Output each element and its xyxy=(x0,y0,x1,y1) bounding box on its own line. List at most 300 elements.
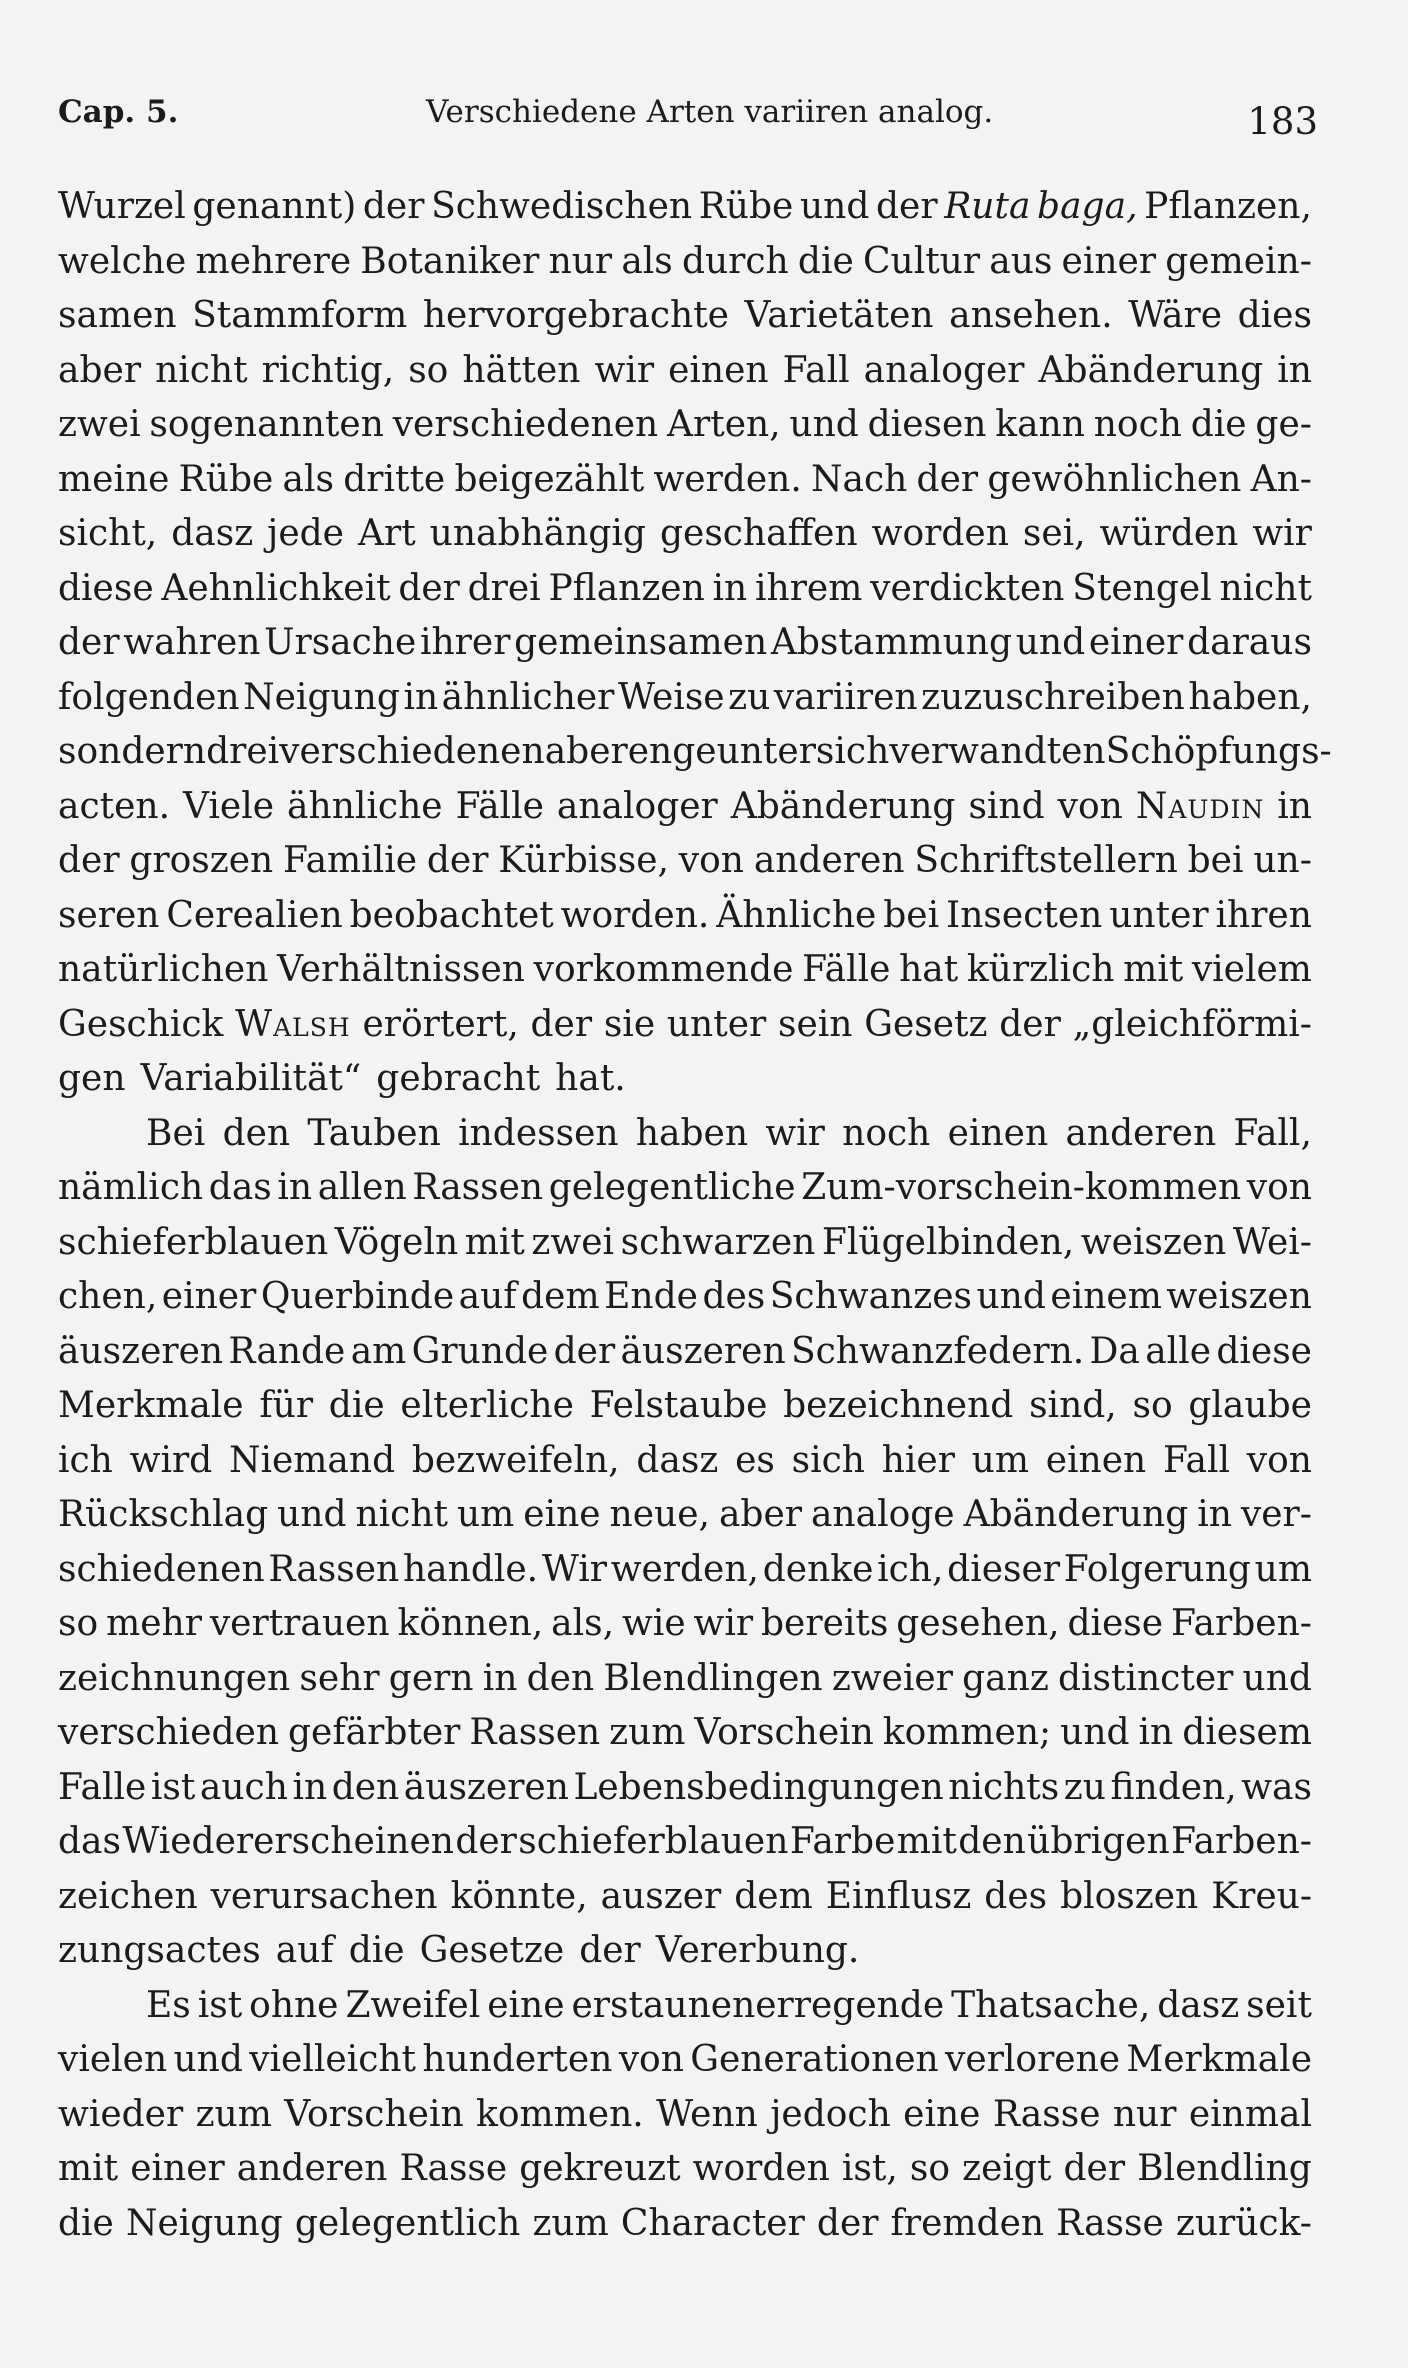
word-part: daraus xyxy=(1187,622,1312,663)
word xyxy=(999,998,1061,1053)
word-part: nicht xyxy=(155,349,248,391)
word-part: sich xyxy=(815,731,890,772)
word-part: noch xyxy=(1093,404,1182,445)
text-line xyxy=(58,1706,1312,1761)
chapter-label: Cap. 5. xyxy=(58,94,179,130)
word xyxy=(958,1815,1026,1870)
text-line xyxy=(58,725,1332,780)
word-part: verlorene xyxy=(945,2039,1121,2080)
word xyxy=(400,2142,508,2197)
word-part: ohne xyxy=(249,1984,339,2026)
word xyxy=(362,998,518,1053)
word xyxy=(826,1870,972,1925)
word-part: hat. xyxy=(555,1058,626,1099)
word xyxy=(713,562,748,617)
word xyxy=(622,1597,686,1652)
word xyxy=(621,1216,816,1271)
word-part: hier xyxy=(881,1439,955,1481)
word xyxy=(1050,1270,1161,1325)
word-part: der xyxy=(916,458,979,500)
word-part: ist, xyxy=(841,2148,898,2189)
word xyxy=(774,671,918,726)
word xyxy=(420,616,510,671)
word xyxy=(1238,289,1312,344)
word-part: wie xyxy=(621,1603,686,1644)
word-part: worden xyxy=(871,513,1009,554)
word-part: gelegentlich xyxy=(294,2202,521,2244)
word-part: unter xyxy=(1109,894,1209,936)
word xyxy=(551,1597,614,1652)
word-part: gemein- xyxy=(1165,240,1312,282)
word-part: verschiedenen xyxy=(392,404,659,445)
word xyxy=(604,1270,698,1325)
word-part: Fall xyxy=(782,349,850,391)
word-part: aus xyxy=(989,240,1053,282)
word-part: gefärbter xyxy=(288,1712,461,1753)
word xyxy=(237,2142,388,2197)
word-part: Neigung xyxy=(243,676,400,718)
italic-term: Ruta xyxy=(944,186,1031,227)
word xyxy=(690,2033,939,2088)
word xyxy=(603,1652,822,1707)
word xyxy=(619,2033,684,2088)
word-part: nicht xyxy=(1219,567,1312,609)
word xyxy=(58,1706,279,1761)
word xyxy=(621,2197,805,2252)
word xyxy=(162,1270,257,1325)
word-part: Weise xyxy=(617,676,725,718)
text-line xyxy=(58,1597,1312,1652)
word-part: Rassen xyxy=(268,1548,400,1590)
word xyxy=(968,780,1044,835)
word-part: zwei xyxy=(58,404,141,445)
word-part: des xyxy=(702,1276,766,1317)
word xyxy=(183,780,274,835)
word xyxy=(58,1052,126,1107)
word-part: von xyxy=(618,2039,684,2080)
word-part: gesehen, xyxy=(896,1603,1060,1644)
word xyxy=(279,725,545,780)
word xyxy=(58,1216,328,1271)
word-part: als xyxy=(621,240,673,282)
word-part: einer xyxy=(1088,622,1184,663)
word-part: schiedenen xyxy=(58,1548,265,1590)
word xyxy=(130,2142,225,2197)
running-head xyxy=(58,88,1318,144)
word-part: Falle xyxy=(58,1766,147,1808)
word xyxy=(58,289,177,344)
word-part: Botaniker xyxy=(360,240,540,282)
word xyxy=(604,998,655,1053)
word xyxy=(393,398,659,453)
word-part: Einflusz xyxy=(825,1875,972,1917)
word xyxy=(192,180,356,235)
word-part: aber xyxy=(58,349,142,391)
text-line xyxy=(58,1161,1312,1216)
word xyxy=(1090,1325,1140,1380)
word xyxy=(1094,398,1182,453)
word-part: verursachen xyxy=(210,1875,438,1917)
word xyxy=(412,1434,620,1489)
word xyxy=(945,2033,1120,2088)
word-part: Merkmale xyxy=(1126,2039,1312,2080)
word-part: analoger xyxy=(556,785,718,827)
word-part: worden. xyxy=(560,894,710,936)
word xyxy=(277,1161,312,1216)
word xyxy=(891,2197,1045,2252)
word xyxy=(1126,2033,1312,2088)
word-part: können, xyxy=(397,1603,544,1644)
word xyxy=(519,2142,680,2197)
word xyxy=(1058,780,1123,835)
word-part: um xyxy=(456,1494,515,1535)
word xyxy=(761,1597,888,1652)
word xyxy=(1137,2142,1312,2197)
word xyxy=(532,2197,608,2252)
word xyxy=(1246,1979,1312,2034)
word-part: äuszeren xyxy=(58,1330,224,1372)
word xyxy=(249,1979,338,2034)
word xyxy=(792,1434,865,1489)
word xyxy=(770,2088,891,2143)
word xyxy=(778,998,852,1053)
word-part: wird xyxy=(129,1439,213,1481)
word-part: werden, xyxy=(610,1548,759,1590)
word-part: einem xyxy=(1050,1276,1162,1317)
word xyxy=(292,1761,327,1816)
word xyxy=(702,1270,765,1325)
word xyxy=(58,235,186,290)
word-part: vielen xyxy=(58,2039,168,2080)
word xyxy=(146,1107,205,1162)
word-part: von xyxy=(1057,785,1123,827)
word xyxy=(1188,671,1312,726)
word-part: enge xyxy=(627,731,717,772)
text-line xyxy=(58,1924,1312,1979)
word-part: das xyxy=(208,1167,272,1208)
word xyxy=(1176,2197,1312,2252)
word xyxy=(610,1488,710,1543)
word xyxy=(358,507,416,562)
word xyxy=(355,1488,448,1543)
word xyxy=(1023,507,1086,562)
word xyxy=(976,1270,1045,1325)
word-part: nur xyxy=(548,240,613,282)
word-part: der xyxy=(579,1930,641,1971)
text-line xyxy=(58,1543,1312,1598)
word xyxy=(590,1379,768,1434)
word xyxy=(636,1107,748,1162)
word xyxy=(1144,180,1312,235)
word-part: es xyxy=(735,1439,775,1481)
word xyxy=(261,1270,454,1325)
word xyxy=(1277,780,1312,835)
word-part: unter xyxy=(716,731,816,772)
word-part: Wei- xyxy=(1232,1221,1312,1263)
word-part: eine xyxy=(487,1984,565,2026)
word xyxy=(1189,2088,1312,2143)
text-line xyxy=(58,507,1312,562)
word xyxy=(277,943,525,998)
word-part: kommen; xyxy=(882,1712,1052,1753)
word xyxy=(964,1488,1189,1543)
text-line xyxy=(58,943,1312,998)
word xyxy=(765,1107,825,1162)
word xyxy=(58,1161,203,1216)
text-line xyxy=(58,1761,1312,1816)
word xyxy=(126,2197,283,2252)
word xyxy=(58,1543,265,1598)
word-part: bezeichnend xyxy=(783,1385,1014,1426)
word xyxy=(58,943,268,998)
word-part: des xyxy=(984,1875,1048,1917)
word-part: Pflanzen, xyxy=(1144,186,1312,227)
word xyxy=(1219,562,1312,617)
word-part: auf xyxy=(275,1930,334,1971)
word-part: zum xyxy=(532,2202,609,2244)
word xyxy=(284,2088,463,2143)
word-part: Farben- xyxy=(1171,1603,1312,1644)
word xyxy=(130,1434,213,1489)
word-part: aber xyxy=(718,1494,802,1535)
word-part: chen, xyxy=(58,1276,158,1317)
word-part: weiszen xyxy=(1080,1221,1227,1263)
word xyxy=(1233,1107,1311,1162)
word xyxy=(58,889,159,944)
word-part: den xyxy=(526,1657,595,1699)
word xyxy=(735,1434,775,1489)
word xyxy=(398,562,460,617)
word-part: der xyxy=(1063,2148,1126,2189)
text-line xyxy=(58,235,1312,290)
word-part: geschaffen xyxy=(659,513,858,554)
word-part: zum xyxy=(609,1712,686,1753)
word-part: der xyxy=(553,1330,616,1372)
word xyxy=(1046,1434,1147,1489)
word xyxy=(468,562,541,617)
word xyxy=(123,616,260,671)
text-line xyxy=(58,1216,1312,1271)
word-part: Rasse xyxy=(1056,2202,1164,2244)
word xyxy=(1113,2088,1177,2143)
word-part: hätten xyxy=(462,349,581,391)
word xyxy=(573,1761,943,1816)
text-line xyxy=(58,834,1312,889)
word xyxy=(1016,616,1085,671)
word-part: denke xyxy=(762,1548,874,1590)
word xyxy=(122,1815,454,1870)
word xyxy=(200,1761,288,1816)
text-line xyxy=(58,1379,1312,1434)
word-part: Flügelbinden, xyxy=(821,1221,1075,1263)
word-part: einer xyxy=(161,1276,257,1317)
word-part: fremden xyxy=(890,2202,1045,2244)
word-part: zungsactes xyxy=(58,1930,261,1971)
word-part: bezweifeln, xyxy=(411,1439,620,1481)
word xyxy=(389,1652,474,1707)
word-part: dasz xyxy=(1157,1984,1240,2026)
word-part: ge- xyxy=(1255,404,1312,445)
word xyxy=(783,344,850,399)
word-part: Kreu- xyxy=(1211,1875,1312,1917)
word-part: Folgerung xyxy=(1063,1548,1251,1590)
word-part: auf xyxy=(458,1276,517,1317)
word xyxy=(1171,1815,1312,1870)
word xyxy=(716,889,876,944)
word-part: sind xyxy=(968,785,1045,827)
word xyxy=(801,1161,1241,1216)
word xyxy=(155,344,248,399)
word xyxy=(58,507,157,562)
word-part: um xyxy=(1254,1548,1312,1590)
word-part: anderen xyxy=(1065,1112,1217,1154)
word xyxy=(754,834,905,889)
text-line xyxy=(58,1325,1312,1380)
word-part: werden. xyxy=(653,458,802,500)
word-part: dasz xyxy=(171,513,254,554)
word-part: Abänderung xyxy=(730,785,956,827)
word xyxy=(728,671,770,726)
word-part: Bei xyxy=(146,1112,206,1154)
word xyxy=(601,1870,722,1925)
word-part: nicht xyxy=(355,1494,448,1535)
word-part: nämlich xyxy=(58,1167,204,1208)
word-part: Art xyxy=(357,513,416,554)
word xyxy=(571,1979,944,2034)
word-part: ist xyxy=(197,1984,243,2026)
text-line xyxy=(58,889,1312,944)
word xyxy=(459,1270,517,1325)
word xyxy=(719,1488,802,1543)
word xyxy=(345,1979,480,2034)
word xyxy=(457,1488,514,1543)
word xyxy=(682,235,789,290)
word-part: Schwanzfedern. xyxy=(790,1330,1085,1372)
word-part: sehr xyxy=(299,1657,380,1699)
word-part: Geschick xyxy=(58,1003,224,1045)
word-part: ganz xyxy=(962,1657,1049,1699)
word-part: bei xyxy=(1187,840,1244,881)
word-part: unter xyxy=(666,1003,767,1045)
word-part: Es xyxy=(146,1984,191,2026)
word xyxy=(283,834,417,889)
word xyxy=(498,834,669,889)
word xyxy=(1064,1761,1106,1816)
word-part: Vorschein xyxy=(284,2093,464,2135)
word xyxy=(1241,1761,1312,1816)
word-part: Wiedererscheinen xyxy=(122,1821,454,1862)
word xyxy=(58,1870,198,1925)
word xyxy=(1027,1815,1170,1870)
word-part: einer xyxy=(130,2148,225,2189)
word-part: Nach xyxy=(811,458,908,500)
word xyxy=(993,2088,1101,2143)
word-part: dies xyxy=(1237,295,1312,336)
word-part: Wir xyxy=(541,1548,607,1590)
word xyxy=(58,398,141,453)
word xyxy=(882,1434,955,1489)
word xyxy=(349,1924,405,1979)
word xyxy=(667,998,766,1053)
word xyxy=(872,507,1009,562)
word xyxy=(579,1924,641,1979)
text-line xyxy=(58,453,1312,508)
word-part: Fall, xyxy=(1233,1112,1312,1154)
word-part: würden xyxy=(1099,513,1239,554)
word-part: und xyxy=(1060,1712,1130,1753)
word-part: erstaunenerregende xyxy=(571,1984,945,2026)
word-part: diesem xyxy=(1182,1712,1312,1753)
word xyxy=(58,453,169,508)
word-part: folgenden xyxy=(58,676,240,718)
word xyxy=(1065,1107,1216,1162)
word xyxy=(1251,453,1312,508)
word xyxy=(329,1379,385,1434)
word-part: wahren xyxy=(123,622,261,663)
word xyxy=(1243,1652,1312,1707)
author-name: Naudin xyxy=(1135,785,1265,827)
word xyxy=(1247,1434,1312,1489)
word-part: Ursache xyxy=(264,622,417,663)
word-part: anderen xyxy=(236,2148,388,2189)
word-part: die xyxy=(797,240,854,282)
word-part: in xyxy=(1277,349,1312,391)
word-part: Rassen xyxy=(469,1712,601,1753)
word xyxy=(763,1543,874,1598)
word xyxy=(198,1979,242,2034)
word xyxy=(798,235,854,290)
word xyxy=(1058,1652,1233,1707)
word-part: Stengel xyxy=(1072,567,1212,609)
word-part: nichts xyxy=(948,1766,1060,1808)
word-part: eine xyxy=(903,2093,981,2135)
word-part: noch xyxy=(842,1112,931,1154)
word xyxy=(58,1815,121,1870)
word-part: den xyxy=(958,1821,1026,1862)
word xyxy=(423,289,729,344)
text-line xyxy=(58,2197,1312,2252)
word-part: beobachtet xyxy=(349,894,554,936)
word-part: in xyxy=(1197,1494,1232,1535)
word xyxy=(531,1216,614,1271)
word xyxy=(561,889,710,944)
text-line xyxy=(58,616,1312,671)
word xyxy=(351,1325,407,1380)
word-part: und xyxy=(789,404,859,445)
word-part: sogenannten xyxy=(149,404,384,445)
word xyxy=(243,671,400,726)
word-part: so xyxy=(1132,1385,1173,1426)
text-line xyxy=(58,1434,1312,1489)
word xyxy=(989,235,1052,290)
word xyxy=(295,2197,521,2252)
word-part: so xyxy=(58,1603,99,1644)
text-line xyxy=(58,2142,1312,2197)
word-part: könnte, xyxy=(450,1875,588,1917)
word-part: Viele xyxy=(183,785,275,827)
text-line xyxy=(58,1979,1312,2034)
word xyxy=(1056,2197,1164,2252)
word-part: haben xyxy=(635,1112,749,1154)
word xyxy=(1211,1870,1312,1925)
word xyxy=(967,943,1115,998)
word-part: von xyxy=(1246,1167,1312,1208)
word xyxy=(171,507,253,562)
word-part: Zweifel xyxy=(345,1984,481,2026)
word-part: zweier xyxy=(831,1657,953,1699)
word-part: samen xyxy=(58,295,177,336)
word-part: der xyxy=(58,840,120,881)
